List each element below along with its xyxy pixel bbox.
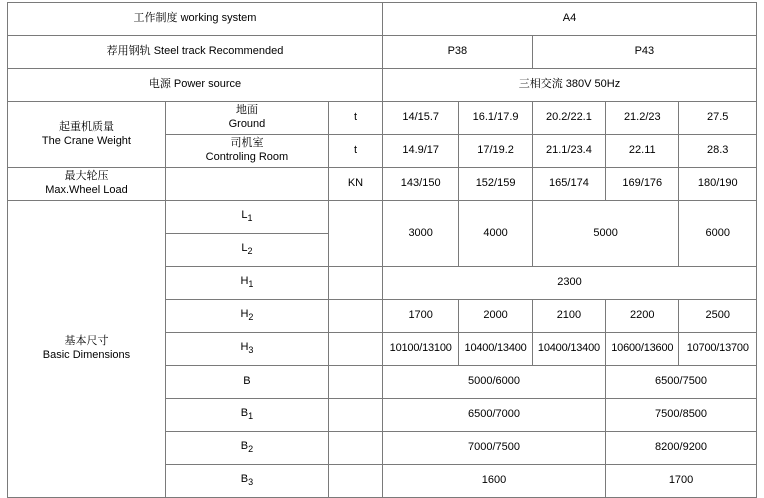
crane-weight-cab-4: 22.11 xyxy=(606,135,679,168)
dim-h2-unit xyxy=(328,300,382,333)
unit-max-wheel-load: KN xyxy=(328,168,382,201)
unit-controlling-room: t xyxy=(328,135,382,168)
max-wheel-load-4: 169/176 xyxy=(606,168,679,201)
dim-b-unit xyxy=(328,366,382,399)
dim-l-value-3000: 3000 xyxy=(382,201,458,267)
dim-h2-value-2: 2000 xyxy=(459,300,532,333)
dim-h3-value-2: 10400/13400 xyxy=(459,333,532,366)
max-wheel-load-blank xyxy=(165,168,328,201)
dim-b1-value-1: 6500/7000 xyxy=(382,399,605,432)
table-row xyxy=(8,201,757,234)
dim-l-value-6000: 6000 xyxy=(679,201,757,267)
dim-h3-value-3: 10400/13400 xyxy=(532,333,605,366)
unit-ground: t xyxy=(328,102,382,135)
dim-h3-value-1: 10100/13100 xyxy=(382,333,458,366)
value-track-p38: P38 xyxy=(382,36,532,69)
dim-b3-value-2: 1700 xyxy=(606,465,757,498)
dim-symbol-b: B xyxy=(165,366,328,399)
dim-l-value-4000: 4000 xyxy=(459,201,532,267)
dim-symbol-b1: $B_1$ xyxy=(165,399,328,432)
row-label-working-system: 工作制度 working system xyxy=(8,3,383,36)
dim-b1-unit xyxy=(328,399,382,432)
crane-weight-ground-2: 16.1/17.9 xyxy=(459,102,532,135)
row-label-steel-track: 荐用钢轨 Steel track Recommended xyxy=(8,36,383,69)
value-track-p43: P43 xyxy=(532,36,756,69)
dim-b2-unit xyxy=(328,432,382,465)
max-wheel-load-3: 165/174 xyxy=(532,168,605,201)
dim-b3-value-1: 1600 xyxy=(382,465,605,498)
dim-l1-unit xyxy=(328,201,382,267)
dim-symbol-l1: $L_1$ xyxy=(165,201,328,234)
crane-weight-ground-4: 21.2/23 xyxy=(606,102,679,135)
value-working-system: A4 xyxy=(382,3,756,36)
crane-weight-cab-2: 17/19.2 xyxy=(459,135,532,168)
table-row xyxy=(8,102,757,135)
dim-h2-value-1: 1700 xyxy=(382,300,458,333)
table-row xyxy=(8,168,757,201)
dim-h3-value-4: 10600/13600 xyxy=(606,333,679,366)
max-wheel-load-5: 180/190 xyxy=(679,168,757,201)
table-row xyxy=(8,3,757,36)
sub-label-controlling-room: 司机室 Controling Room xyxy=(165,135,328,168)
dim-h2-value-3: 2100 xyxy=(532,300,605,333)
crane-weight-ground-5: 27.5 xyxy=(679,102,757,135)
crane-weight-cab-3: 21.1/23.4 xyxy=(532,135,605,168)
max-wheel-load-1: 143/150 xyxy=(382,168,458,201)
crane-weight-ground-1: 14/15.7 xyxy=(382,102,458,135)
dim-h3-value-5: 10700/13700 xyxy=(679,333,757,366)
row-label-crane-weight: 起重机质量 The Crane Weight xyxy=(8,102,166,168)
dim-b3-unit xyxy=(328,465,382,498)
table-row xyxy=(8,36,757,69)
dim-b2-value-1: 7000/7500 xyxy=(382,432,605,465)
dim-h1-unit xyxy=(328,267,382,300)
dim-h2-value-5: 2500 xyxy=(679,300,757,333)
dim-symbol-h1: $H_1$ xyxy=(165,267,328,300)
dim-l-value-5000: 5000 xyxy=(532,201,679,267)
dim-h3-unit xyxy=(328,333,382,366)
row-label-basic-dimensions: 基本尺寸 Basic Dimensions xyxy=(8,201,166,498)
dim-symbol-h2: $H_2$ xyxy=(165,300,328,333)
max-wheel-load-2: 152/159 xyxy=(459,168,532,201)
row-label-power-source: 电源 Power source xyxy=(8,69,383,102)
crane-weight-cab-1: 14.9/17 xyxy=(382,135,458,168)
crane-weight-ground-3: 20.2/22.1 xyxy=(532,102,605,135)
crane-weight-cab-5: 28.3 xyxy=(679,135,757,168)
dim-h1-value: 2300 xyxy=(382,267,756,300)
crane-specification-table xyxy=(7,2,757,498)
dim-h2-value-4: 2200 xyxy=(606,300,679,333)
sub-label-ground: 地面 Ground xyxy=(165,102,328,135)
value-power-source: 三相交流 380V 50Hz xyxy=(382,69,756,102)
dim-b-value-2: 6500/7500 xyxy=(606,366,757,399)
dim-b1-value-2: 7500/8500 xyxy=(606,399,757,432)
dim-b-value-1: 5000/6000 xyxy=(382,366,605,399)
dim-symbol-b2: $B_2$ xyxy=(165,432,328,465)
dim-symbol-h3: $H_3$ xyxy=(165,333,328,366)
table-body xyxy=(8,3,757,498)
dim-b2-value-2: 8200/9200 xyxy=(606,432,757,465)
dim-symbol-l2: $L_2$ xyxy=(165,234,328,267)
table-row xyxy=(8,69,757,102)
dim-symbol-b3: $B_3$ xyxy=(165,465,328,498)
row-label-max-wheel-load: 最大轮压 Max.Wheel Load xyxy=(8,168,166,201)
